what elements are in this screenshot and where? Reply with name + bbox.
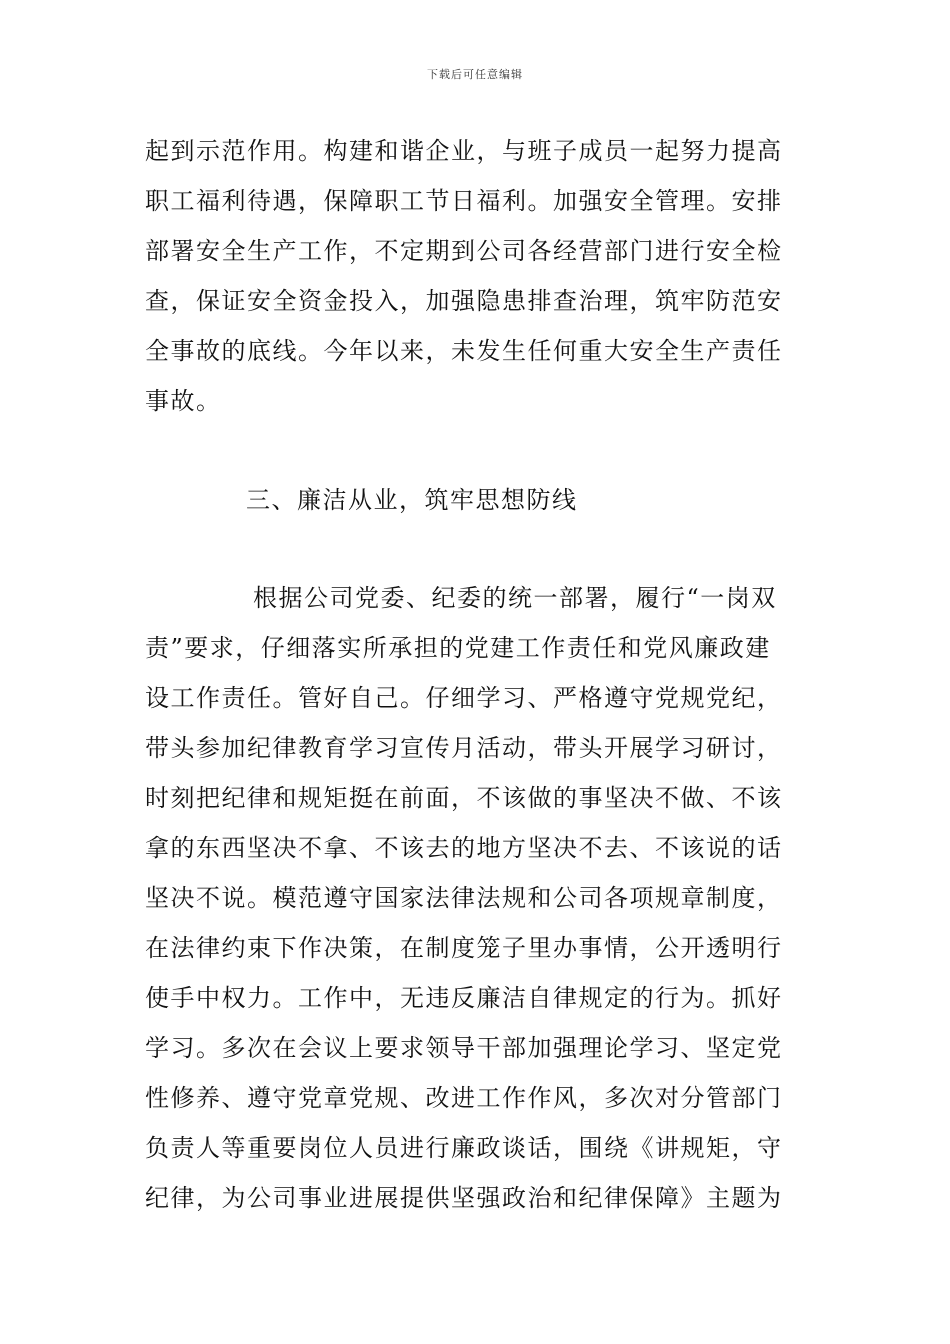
paragraph-line: 全事故的底线。今年以来，未发生任何重大安全生产责任 (145, 337, 783, 365)
paragraph-line: 坚决不说。模范遵守国家法律法规和公司各项规章制度， (145, 884, 783, 912)
paragraph-line: 学习。多次在会议上要求领导干部加强理论学习、坚定党 (145, 1034, 783, 1062)
paragraph-line: 纪律，为公司事业进展提供坚强政治和纪律保障》主题为 (145, 1184, 783, 1212)
paragraph-line: 在法律约束下作决策，在制度笼子里办事情，公开透明行 (145, 934, 783, 962)
paragraph-line: 查，保证安全资金投入，加强隐患排查治理，筑牢防范安 (145, 287, 783, 315)
paragraph-line: 带头参加纪律教育学习宣传月活动，带头开展学习研讨， (145, 734, 783, 762)
paragraph-line: 设工作责任。管好自己。仔细学习、严格遵守党规党纪， (145, 684, 783, 712)
paragraph-line: 使手中权力。工作中，无违反廉洁自律规定的行为。抓好 (145, 984, 783, 1012)
paragraph-line: 根据公司党委、纪委的统一部署，履行“一岗双 (253, 584, 777, 612)
paragraph-line: 部署安全生产工作，不定期到公司各经营部门进行安全检 (145, 237, 783, 265)
header-note: 下载后可任意编辑 (427, 68, 523, 81)
paragraph-integrity (145, 573, 810, 1223)
paragraph-line: 拿的东西坚决不拿、不该去的地方坚决不去、不该说的话 (145, 834, 783, 862)
paragraph-line: 责”要求，仔细落实所承担的党建工作责任和党风廉政建 (145, 634, 771, 662)
paragraph-line: 职工福利待遇，保障职工节日福利。加强安全管理。安排 (145, 187, 783, 215)
paragraph-line: 事故。 (145, 387, 222, 415)
paragraph-safety-management (145, 126, 810, 426)
paragraph-line: 负责人等重要岗位人员进行廉政谈话，围绕《讲规矩，守 (145, 1134, 783, 1162)
paragraph-line: 起到示范作用。构建和谐企业，与班子成员一起努力提高 (145, 137, 783, 165)
section-heading: 三、廉洁从业，筑牢思想防线 (246, 486, 578, 514)
paragraph-line: 性修养、遵守党章党规、改进工作作风，多次对分管部门 (145, 1084, 783, 1112)
paragraph-line: 时刻把纪律和规矩挺在前面，不该做的事坚决不做、不该 (145, 784, 783, 812)
